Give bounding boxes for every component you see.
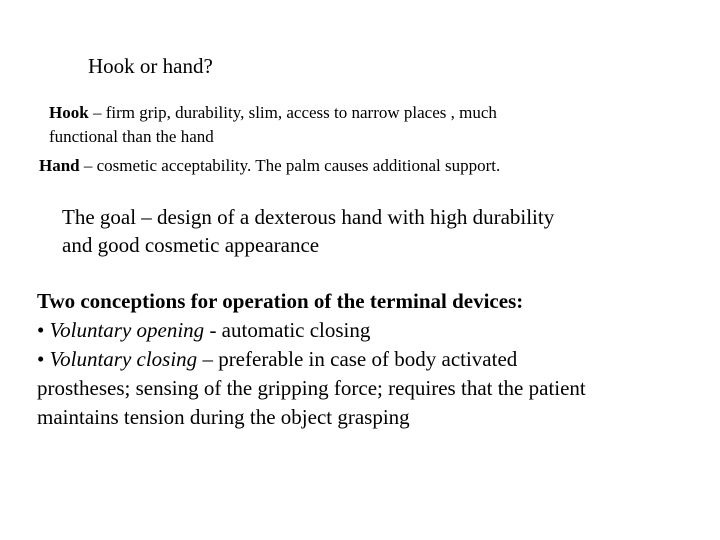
hook-term: Hook (49, 103, 89, 122)
conception-continuation-line-2: maintains tension during the object grasping (37, 405, 410, 429)
hook-line-1 (49, 101, 497, 125)
hand-description: – cosmetic acceptability. The palm causes additional support. (79, 156, 501, 175)
goal-line-2: and good cosmetic appearance (62, 233, 320, 257)
conception-term: Voluntary opening (49, 318, 205, 342)
hand-term: Hand (39, 156, 80, 175)
conception-term: Voluntary closing (49, 347, 198, 371)
bullet: • (37, 347, 50, 371)
conception-continuation-line-1: prostheses; sensing of the gripping force; requires that the patient (37, 376, 586, 400)
conceptions-heading: Two conceptions for operation of the terminal devices: (37, 289, 524, 313)
hook-paragraph (49, 101, 497, 149)
hook-description: – firm grip, durability, slim, access to narrow places , much (88, 103, 497, 122)
conception-description: – preferable in case of body activated (197, 347, 518, 371)
hook-line-2: functional than the hand (49, 127, 214, 146)
conception-item-voluntary-opening (37, 316, 586, 345)
bullet: • (37, 318, 50, 342)
goal-line-1: The goal – design of a dexterous hand with high durability (62, 205, 555, 229)
conception-description: - automatic closing (204, 318, 371, 342)
conceptions-paragraph (37, 287, 586, 432)
hand-paragraph (39, 154, 500, 178)
conception-item-voluntary-closing (37, 345, 586, 374)
goal-paragraph (62, 203, 554, 259)
slide-title: Hook or hand? (88, 54, 213, 78)
